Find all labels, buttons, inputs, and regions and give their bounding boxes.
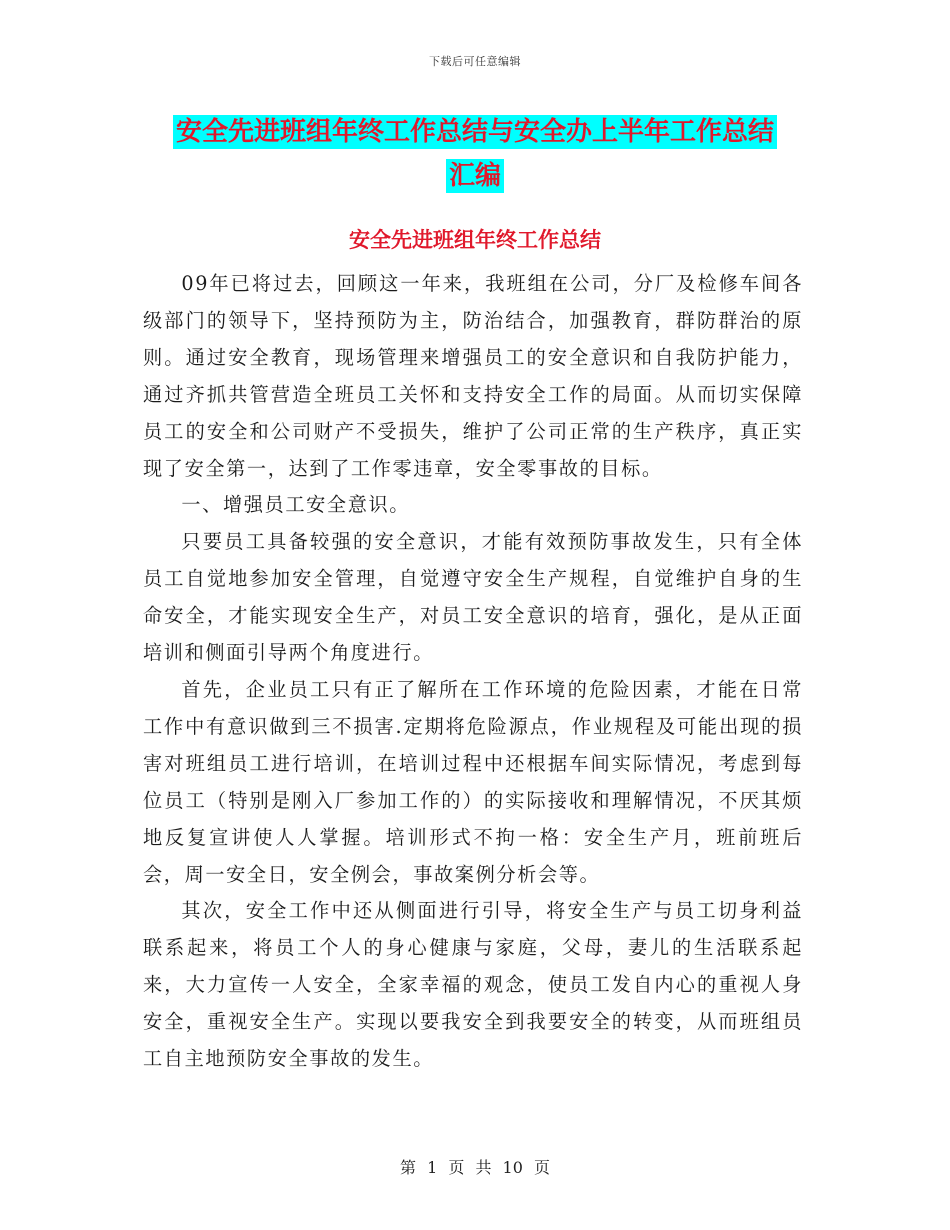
header-note: 下载后可任意编辑 — [429, 55, 521, 68]
main-title-line-1: 安全先进班组年终工作总结与安全办上半年工作总结 — [173, 115, 777, 149]
paragraph-heading: 一、增强员工安全意识。 — [181, 493, 411, 517]
page-footer: 第 1 页 共 10 页 — [400, 1158, 550, 1177]
paragraph: 其次，安全工作中还从侧面进行引导，将安全生产与员工切身利益联系起来，将员工个人的身心健康与家庭，父母，妻儿的生活联系起来，大力宣传一人安全，全家幸福的观念，使员工发自内心的重视人身安全，重视安全生产。实现以要我安全到我要安全的转变，从而班组员工自主地预防安全事故的发生。 — [143, 899, 803, 1071]
body-text — [143, 266, 803, 1078]
paragraph: 只要员工具备较强的安全意识，才能有效预防事故发生，只有全体员工自觉地参加安全管理，自觉遵守安全生产规程，自觉维护自身的生命安全，才能实现安全生产，对员工安全意识的培育，强化，是从正面培训和侧面引导两个角度进行。 — [143, 530, 803, 665]
section-title: 安全先进班组年终工作总结 — [349, 228, 601, 252]
main-title-line-2: 汇编 — [446, 159, 504, 193]
main-title — [140, 110, 810, 198]
paragraph: 首先，企业员工只有正了解所在工作环境的危险因素，才能在日常工作中有意识做到三不损害.定期将危险源点，作业规程及可能出现的损害对班组员工进行培训，在培训过程中还根据车间实际情况，考虑到每位员工（特别是刚入厂参加工作的）的实际接收和理解情况，不厌其烦地反复宣讲使人人掌握。培训形式不拘一格：安全生产月，班前班后会，周一安全日，安全例会，事故案例分析会等。 — [143, 677, 803, 886]
paragraph: 09年已将过去，回顾这一年来，我班组在公司，分厂及检修车间各级部门的领导下，坚持预防为主，防治结合，加强教育，群防群治的原则。通过安全教育，现场管理来增强员工的安全意识和自我防护能力，通过齐抓共管营造全班员工关怀和支持安全工作的局面。从而切实保障员工的安全和公司财产不受损失，维护了公司正常的生产秩序，真正实现了安全第一，达到了工作零违章，安全零事故的目标。 — [143, 272, 803, 480]
